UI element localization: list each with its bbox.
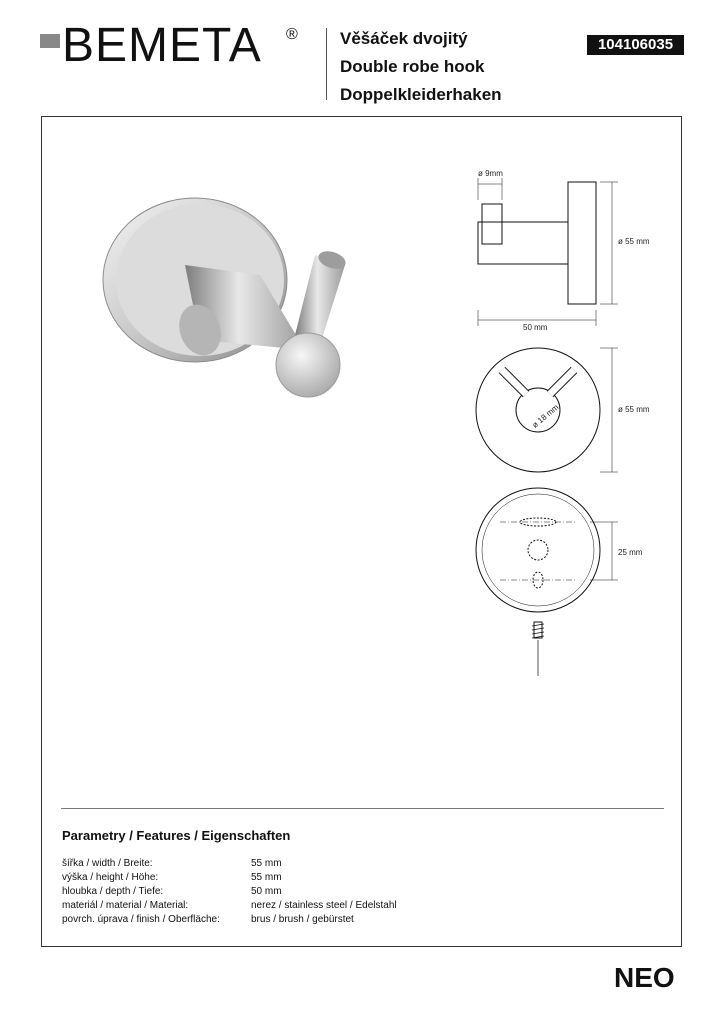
dim-hole-spacing: 25 mm <box>618 548 643 557</box>
dim-rosette-front: ø 55 mm <box>618 405 650 414</box>
dim-pin-diameter: ø 9mm <box>478 169 503 178</box>
feature-label: povrch. úprava / finish / Oberfläche: <box>62 914 220 925</box>
feature-label: šířka / width / Breite: <box>62 858 153 869</box>
logo-mark <box>40 34 60 48</box>
product-title-cz: Věšáček dvojitý <box>340 29 468 48</box>
dim-rosette-side: ø 55 mm <box>618 237 650 246</box>
mounting-view-drawing <box>476 488 618 676</box>
feature-value: 55 mm <box>251 858 282 869</box>
product-code: 104106035 <box>587 35 684 55</box>
side-view-drawing <box>478 178 618 326</box>
brand-logo: BEMETA <box>62 19 262 72</box>
product-title-en: Double robe hook <box>340 57 485 76</box>
feature-label: materiál / material / Material: <box>62 900 189 911</box>
feature-value: nerez / stainless steel / Edelstahl <box>251 900 397 911</box>
feature-value: brus / brush / gebürstet <box>251 914 354 925</box>
features-divider <box>61 808 664 809</box>
feature-value: 50 mm <box>251 886 282 897</box>
product-photo <box>100 180 380 420</box>
registered-mark: ® <box>286 26 298 43</box>
dim-hub: ø 18 mm <box>530 402 561 430</box>
features-title: Parametry / Features / Eigenschaften <box>62 828 291 843</box>
feature-value: 55 mm <box>251 872 282 883</box>
series-name: NEO <box>614 962 675 993</box>
header-divider <box>326 28 327 100</box>
technical-drawings <box>440 160 680 680</box>
dim-depth: 50 mm <box>523 323 548 332</box>
feature-label: hloubka / depth / Tiefe: <box>62 886 164 897</box>
feature-label: výška / height / Höhe: <box>62 872 159 883</box>
product-title-de: Doppelkleiderhaken <box>340 85 502 104</box>
